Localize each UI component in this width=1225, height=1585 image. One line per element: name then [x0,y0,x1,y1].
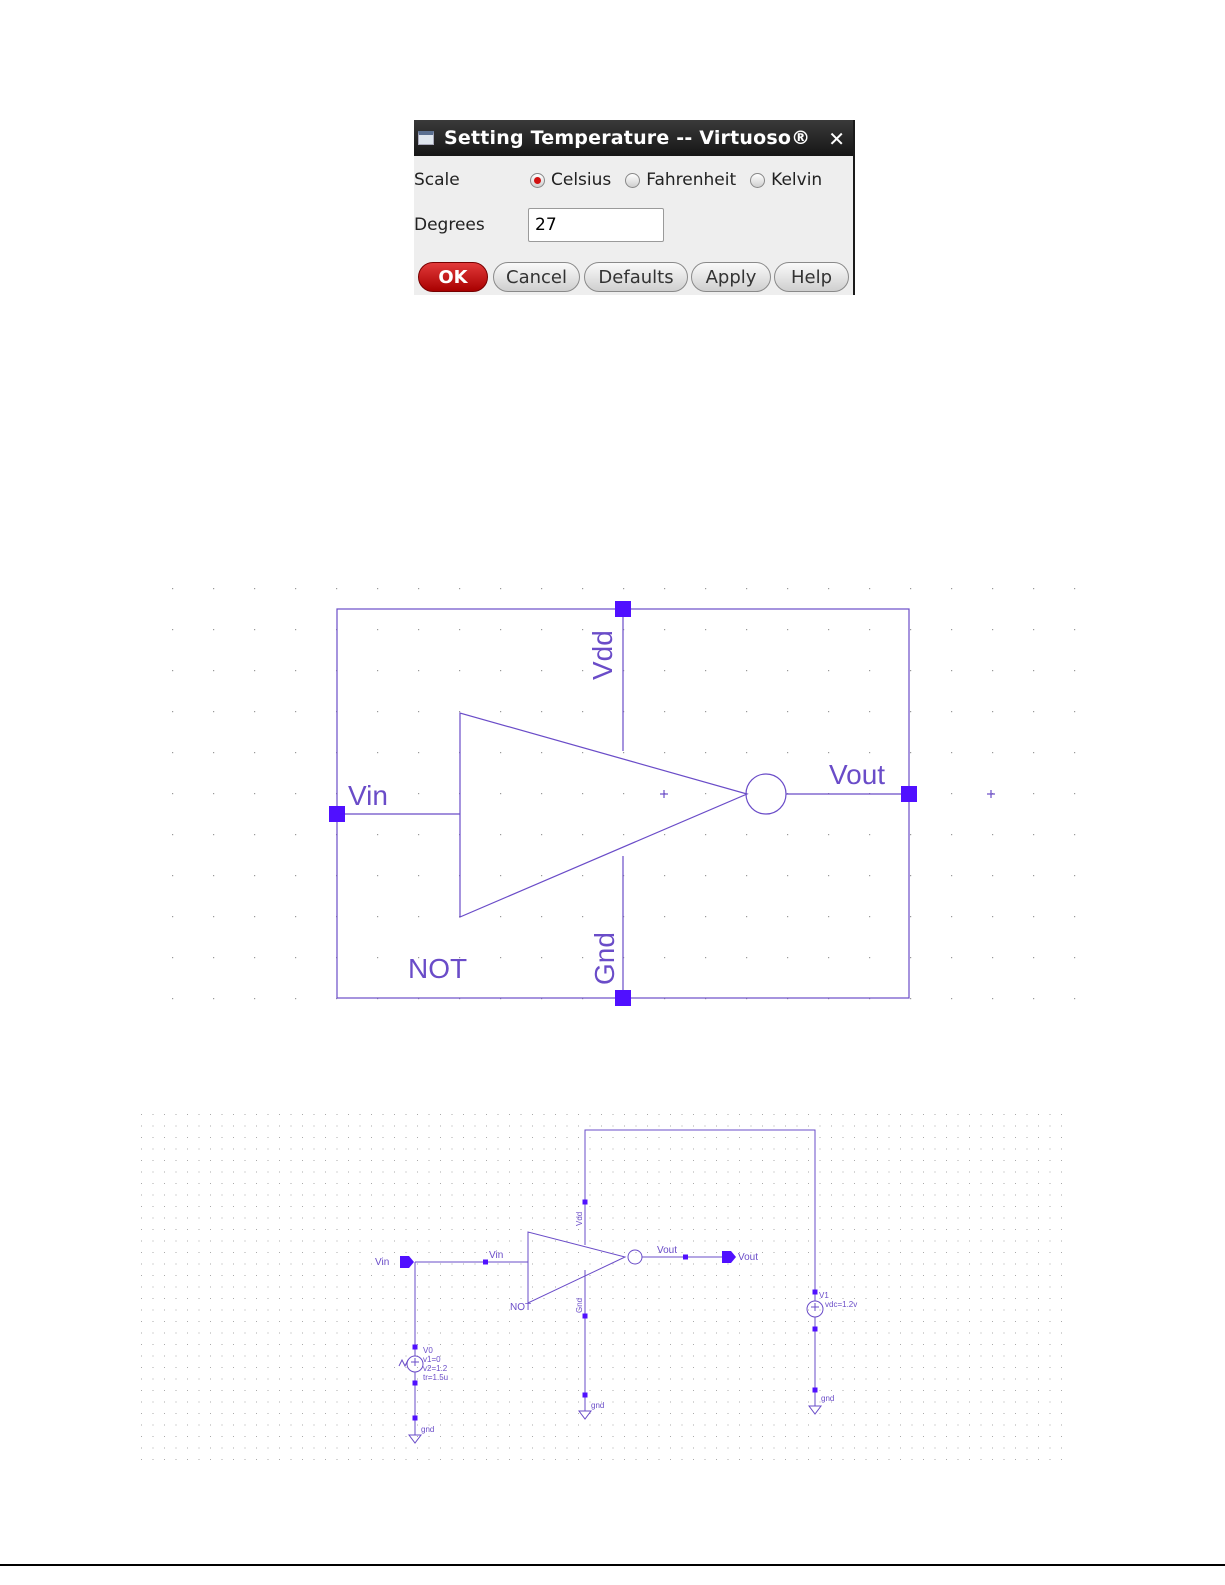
cancel-button[interactable]: Cancel [493,262,580,292]
scale-label: Scale [414,170,460,190]
conn-dot [583,1200,588,1205]
testbench-canvas[interactable] [135,1110,1065,1460]
radio-celsius-label: Celsius [551,170,612,190]
radio-celsius-icon[interactable] [530,173,545,188]
vout-pin[interactable] [901,786,917,802]
gnd-label-inst: gnd [591,1401,605,1410]
radio-kelvin-label: Kelvin [771,170,823,190]
close-icon[interactable]: ✕ [828,127,845,151]
dialog-titlebar[interactable] [414,120,853,156]
setting-temperature-dialog [414,120,855,295]
degrees-row [414,215,485,235]
conn-dot [813,1327,818,1332]
radio-celsius[interactable] [530,170,611,190]
vin-pin-label: Vin [375,1257,390,1268]
symbol-name-label: NOT [408,953,468,984]
conn-dot [583,1393,588,1398]
vdd-label: Vdd [587,630,618,680]
v0-name: V0 [423,1346,433,1355]
ok-button[interactable]: OK [418,262,488,292]
scale-row [414,170,822,190]
grid-dots [160,580,1090,1020]
symbol-canvas[interactable] [160,580,1090,1020]
vdd-pin[interactable] [615,601,631,617]
page-bottom-rule [0,1564,1225,1566]
gnd-label-v1: gnd [821,1394,835,1403]
radio-fahrenheit[interactable] [625,170,736,190]
instance-name-label: NOT [510,1302,532,1313]
vout-wire-label: Vout [657,1245,678,1256]
vin-pin[interactable] [329,806,345,822]
conn-dot [413,1416,418,1421]
gnd-label: Gnd [589,932,620,985]
vin-label: Vin [348,780,388,811]
degrees-label: Degrees [414,215,485,235]
inst-vdd-label: Vdd [575,1211,584,1226]
v1-name: V1 [819,1291,829,1300]
defaults-button[interactable]: Defaults [584,262,688,292]
conn-dot [413,1381,418,1386]
vout-label: Vout [829,759,886,790]
inst-gnd-label: Gnd [575,1297,584,1313]
v0-param-v2: v2=1.2 [423,1364,448,1373]
conn-dot [413,1345,418,1350]
v0-param-v1: v1=0 [423,1355,441,1364]
gnd-pin[interactable] [615,990,631,1006]
radio-kelvin-icon[interactable] [750,173,765,188]
dialog-title: Setting Temperature -- Virtuoso® [444,127,811,149]
help-button[interactable]: Help [774,262,849,292]
degrees-input[interactable] [528,208,664,242]
conn-dot [483,1260,488,1265]
gnd-label-v0: gnd [421,1425,435,1434]
conn-dot [813,1290,818,1295]
vin-wire-label: Vin [489,1250,504,1261]
window-icon [418,131,434,145]
conn-dot [583,1314,588,1319]
conn-dot [683,1255,688,1260]
v1-param-vdc: vdc=1.2v [825,1300,858,1309]
conn-dot [813,1388,818,1393]
radio-fahrenheit-label: Fahrenheit [646,170,737,190]
vout-pin-label: Vout [738,1252,759,1263]
radio-kelvin[interactable] [750,170,822,190]
apply-button[interactable]: Apply [691,262,771,292]
radio-fahrenheit-icon[interactable] [625,173,640,188]
v0-param-tr: tr=1.5u [423,1373,449,1382]
